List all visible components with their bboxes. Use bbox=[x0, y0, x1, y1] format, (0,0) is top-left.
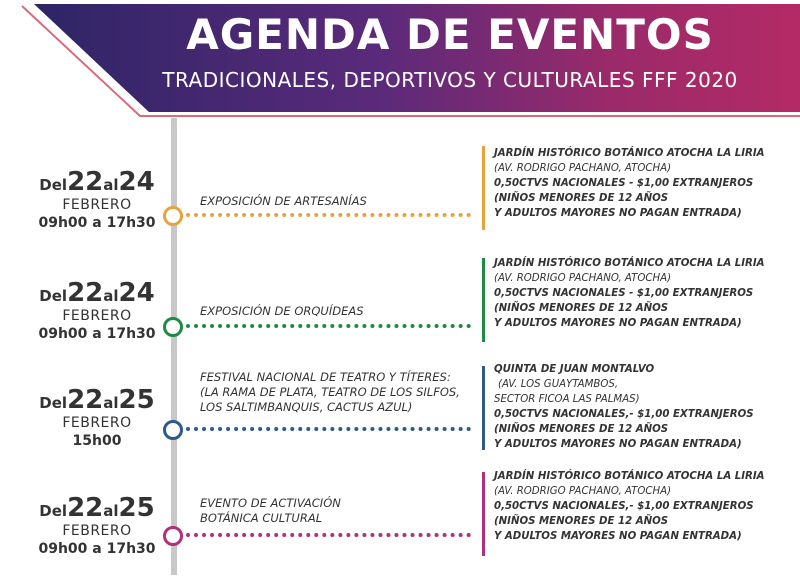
page-title: AGENDA DE EVENTOS bbox=[186, 10, 714, 59]
venue-bar bbox=[482, 366, 485, 450]
event-name: EXPOSICIÓN DE ARTESANÍAS bbox=[200, 194, 367, 208]
event-hours: 15h00 bbox=[72, 433, 122, 449]
dotted-connector bbox=[186, 427, 471, 431]
event-hours: 09h00 a 17h30 bbox=[38, 541, 156, 557]
event-month: FEBRERO bbox=[62, 197, 132, 213]
event-hours: 09h00 a 17h30 bbox=[38, 215, 156, 231]
dotted-connector bbox=[186, 324, 471, 328]
event-month: FEBRERO bbox=[62, 308, 132, 324]
timeline-node bbox=[163, 420, 183, 440]
event-venue: JARDÍN HISTÓRICO BOTÁNICO ATOCHA LA LIRIA (AV. RODRIGO PACHANO, ATOCHA) 0,50CTVS NACIONALES - $1,00 EXTRANJEROS (NIÑOS MENORES DE 12 AÑOS Y ADULTOS MAYORES NO PAGAN ENTRADA) bbox=[494, 148, 765, 219]
event-date: Del22al24 FEBRERO 09h00 a 17h30 bbox=[22, 170, 172, 233]
page-subtitle: TRADICIONALES, DEPORTIVOS Y CULTURALES FFF 2020 bbox=[162, 68, 738, 92]
timeline-node bbox=[163, 206, 183, 226]
event-name: EXPOSICIÓN DE ORQUÍDEAS bbox=[200, 304, 364, 318]
venue-bar bbox=[482, 258, 485, 342]
timeline-node bbox=[163, 526, 183, 546]
event-date: Del22al24 FEBRERO 09h00 a 17h30 bbox=[22, 281, 172, 344]
event-venue: JARDÍN HISTÓRICO BOTÁNICO ATOCHA LA LIRIA (AV. RODRIGO PACHANO, ATOCHA) 0,50CTVS NACIONALES,- $1,00 EXTRANJEROS (NIÑOS MENORES DE 12 AÑOS Y ADULTOS MAYORES NO PAGAN ENTRADA) bbox=[494, 471, 765, 542]
event-row bbox=[0, 255, 800, 365]
event-row bbox=[0, 468, 800, 578]
event-name: FESTIVAL NACIONAL DE TEATRO Y TÍTERES: (LA RAMA DE PLATA, TEATRO DE LOS SILFOS, LOS SALTIMBANQUIS, CACTUS AZUL) bbox=[200, 370, 460, 414]
timeline-node bbox=[163, 317, 183, 337]
venue-bar bbox=[482, 146, 485, 230]
event-date: Del22al25 FEBRERO 15h00 bbox=[22, 388, 172, 451]
dotted-connector bbox=[186, 533, 471, 537]
venue-bar bbox=[482, 472, 485, 556]
event-date: Del22al25 FEBRERO 09h00 a 17h30 bbox=[22, 496, 172, 559]
event-row bbox=[0, 142, 800, 252]
event-row bbox=[0, 362, 800, 472]
event-venue: JARDÍN HISTÓRICO BOTÁNICO ATOCHA LA LIRIA (AV. RODRIGO PACHANO, ATOCHA) 0,50CTVS NACIONALES - $1,00 EXTRANJEROS (NIÑOS MENORES DE 12 AÑOS Y ADULTOS MAYORES NO PAGAN ENTRADA) bbox=[494, 258, 765, 329]
event-month: FEBRERO bbox=[62, 523, 132, 539]
event-month: FEBRERO bbox=[62, 415, 132, 431]
event-hours: 09h00 a 17h30 bbox=[38, 326, 156, 342]
event-name: EVENTO DE ACTIVACIÓN BOTÁNICA CULTURAL bbox=[200, 496, 341, 525]
dotted-connector bbox=[186, 213, 471, 217]
event-venue: QUINTA DE JUAN MONTALVO (AV. LOS GUAYTAMBOS, SECTOR FICOA LAS PALMAS) 0,50CTVS NACIONALES,- $1,00 EXTRANJEROS (NIÑOS MENORES DE 12 AÑOS Y ADULTOS MAYORES NO PAGAN ENTRADA) bbox=[494, 364, 754, 450]
